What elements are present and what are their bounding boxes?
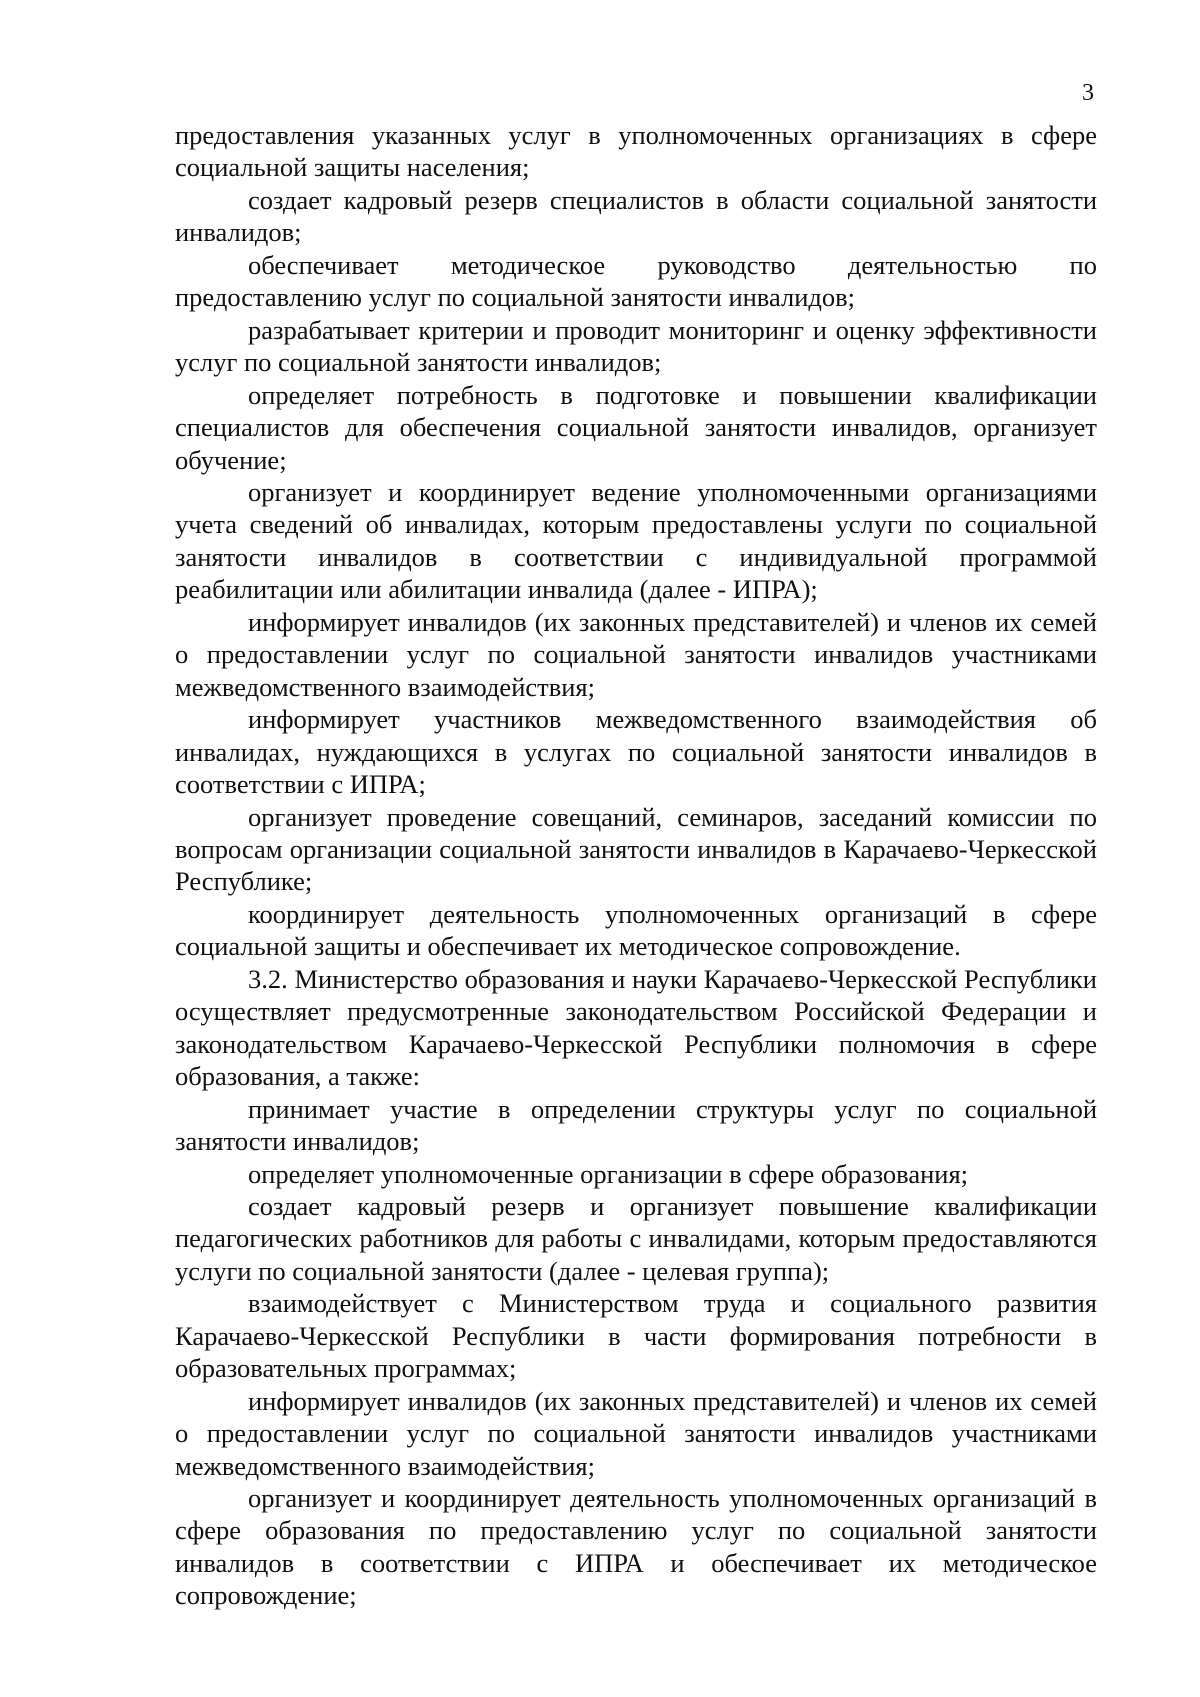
paragraph: организует проведение совещаний, семинаров, заседаний комиссии по вопросам организации социальной занятости инвалидов в Карачаево-Черкесской Республике; [175, 801, 1097, 897]
paragraph: определяет потребность в подготовке и повышении квалификации специалистов для обеспечения социальной занятости инвалидов, организует обучение; [175, 379, 1097, 475]
body-text [175, 119, 1097, 1612]
paragraph: взаимодействует с Министерством труда и социального развития Карачаево-Черкесской Республики в части формирования потребности в образовательных программах; [175, 1288, 1097, 1384]
paragraph: определяет уполномоченные организации в сфере образования; [248, 1158, 969, 1189]
paragraph: информирует инвалидов (их законных представителей) и членов их семей о предоставлении услуг по социальной занятости инвалидов участниками межведомственного взаимодействия; [175, 606, 1097, 702]
paragraph: принимает участие в определении структуры услуг по социальной занятости инвалидов; [175, 1093, 1097, 1157]
paragraph: разрабатывает критерии и проводит мониторинг и оценку эффективности услуг по социальной занятости инвалидов; [175, 314, 1097, 378]
page-number: 3 [1082, 80, 1094, 106]
paragraph: координирует деятельность уполномоченных организаций в сфере социальной защиты и обеспечивает их методическое сопровождение. [175, 898, 1097, 962]
paragraph: создает кадровый резерв и организует повышение квалификации педагогических работников для работы с инвалидами, которым предоставляются услуги по социальной занятости (далее - целевая группа); [175, 1190, 1097, 1286]
paragraph: организует и координирует деятельность уполномоченных организаций в сфере образования по предоставлению услуг по социальной занятости инвалидов в соответствии с ИПРА и обеспечивает их методическое сопровождение; [175, 1483, 1097, 1611]
paragraph: организует и координирует ведение уполномоченными организациями учета сведений об инвалидах, которым предоставлены услуги по социальной занятости инвалидов в соответствии с индивидуальной программой реабилитации или абилитации инвалида (далее - ИПРА); [175, 476, 1097, 605]
paragraph: информирует участников межведомственного взаимодействия об инвалидах, нуждающихся в услугах по социальной занятости инвалидов в соответствии с ИПРА; [175, 704, 1097, 800]
paragraph: обеспечивает методическое руководство деятельностью по предоставлению услуг по социальной занятости инвалидов; [175, 249, 1097, 313]
section-3-2-paragraph: 3.2. Министерство образования и науки Карачаево-Черкесской Республики осуществляет предусмотренные законодательством Российской Федерации и законодательством Карачаево-Черкесской Республики полномочия в сфере образования, а также: [175, 963, 1097, 1092]
paragraph: информирует инвалидов (их законных представителей) и членов их семей о предоставлении услуг по социальной занятости инвалидов участниками межведомственного взаимодействия; [175, 1385, 1097, 1481]
paragraph: предоставления указанных услуг в уполномоченных организациях в сфере социальной защиты населения; [175, 120, 1097, 183]
paragraph: создает кадровый резерв специалистов в области социальной занятости инвалидов; [175, 184, 1097, 248]
